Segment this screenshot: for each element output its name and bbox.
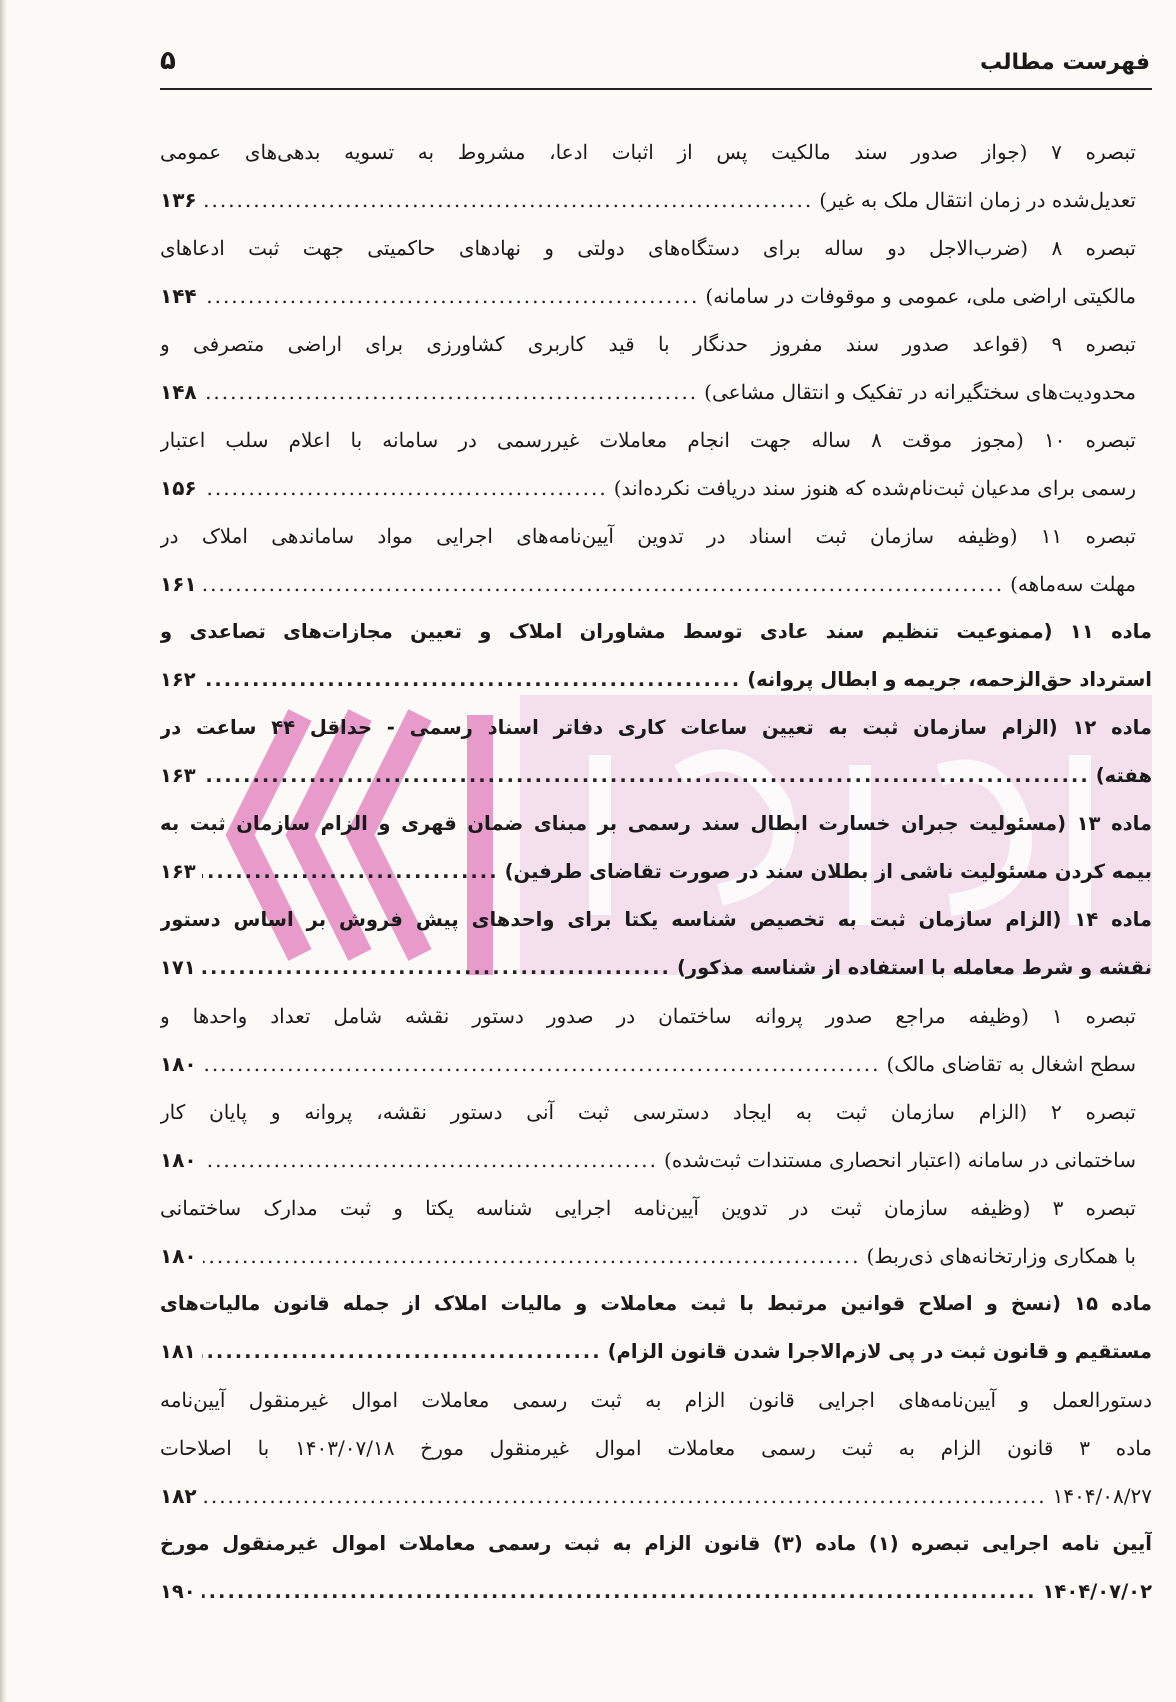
toc-line-last [160,1136,1152,1184]
toc-page-number: ۱۵۶ [160,476,197,500]
toc-entry-article [160,896,1152,992]
toc-line: ماده ۳ قانون الزام به ثبت رسمی معاملات اموال غیرمنقول مورخ ۱۴۰۳/۰۷/۱۸ با اصلاحات [160,1436,1152,1460]
toc-page-number: ۱۸۰ [160,1244,197,1268]
toc-text: ۱۴۰۴/۰۸/۲۷ [1052,1484,1152,1508]
toc-entry [160,512,1152,608]
toc-page-number: ۱۸۱ [160,1340,196,1363]
toc-line-last [160,464,1152,512]
toc-line-last [160,1232,1152,1280]
toc-page-number: ۱۷۱ [160,956,196,979]
table-of-contents [160,128,1152,1616]
toc-page-number: ۱۶۲ [160,668,196,691]
dot-leader [202,752,1090,800]
header-divider [160,88,1152,90]
toc-line: دستورالعمل و آیین‌نامه‌های اجرایی قانون الزام به ثبت رسمی معاملات اموال غیرمنقول آیین‌نامه [160,1388,1152,1412]
toc-line-last [160,1328,1152,1376]
dot-leader [202,1328,602,1376]
dot-leader [203,368,699,416]
toc-line-last [160,1472,1152,1520]
page-number: ۵ [160,46,176,76]
dot-leader [203,1232,861,1280]
toc-entry [160,320,1152,416]
toc-line-last [160,560,1152,608]
toc-entry [160,224,1152,320]
toc-line: تبصره ۳ (وظیفه سازمان ثبت در تدوین آیین‌نامه اجرایی شناسه یکتا و ثبت مدارک ساختمانی [160,1196,1136,1220]
dot-leader [203,560,1004,608]
scan-edge [0,0,8,1702]
toc-line: تبصره ۱۰ (مجوز موقت ۸ ساله جهت انجام معاملات غیررسمی در سامانه با اعلام سلب اعتبار [160,428,1137,452]
dot-leader [203,272,700,320]
toc-line: تبصره ۸ (ضرب‌الاجل دو ساله برای دستگاه‌های دولتی و نهادهای حاکمیتی جهت ثبت ادعاهای [160,236,1136,260]
toc-line-last [160,1040,1152,1088]
toc-entry-article [160,800,1152,896]
toc-line-last [160,944,1152,992]
toc-entry [160,1088,1152,1184]
dot-leader [202,848,499,896]
toc-entry [160,128,1152,224]
toc-line: تبصره ۷ (جواز صدور سند مالکیت پس از اثبات ادعا، مشروط به تسویه بدهی‌های عمومی [160,140,1136,164]
toc-line: ماده ۱۴ (الزام سازمان ثبت به تخصیص شناسه یکتا برای واحدهای پیش فروش بر اساس دستور [160,908,1152,931]
toc-page-number: ۱۸۰ [160,1052,197,1076]
dot-leader [203,176,814,224]
toc-line-last [160,176,1152,224]
toc-page-number: ۱۳۶ [160,188,197,212]
dot-leader [203,1040,881,1088]
toc-text: مستقیم و قانون ثبت در پی لازم‌الاجرا شدن قانون الزام) [607,1340,1152,1363]
dot-leader [203,1136,658,1184]
toc-line: تبصره ۱۱ (وظیفه سازمان ثبت اسناد در تدوین آیین‌نامه‌های اجرایی مواد ساماندهی املاک در [160,524,1136,548]
toc-text: بیمه کردن مسئولیت ناشی از بطلان سند در صورت تقاضای طرفین) [504,860,1152,883]
toc-text: ۱۴۰۴/۰۷/۰۲ [1042,1580,1152,1603]
toc-entry-regulation [160,1520,1152,1616]
toc-text: محدودیت‌های سختگیرانه در تفکیک و انتقال مشاعی) [704,380,1136,404]
toc-text: استرداد حق‌الزحمه، جریمه و ابطال پروانه) [747,668,1152,691]
toc-line-last [160,656,1152,704]
toc-page-number: ۱۶۳ [160,764,196,787]
toc-line-last [160,848,1152,896]
toc-entry-article [160,608,1152,704]
toc-line: آیین نامه اجرایی تبصره (۱) ماده (۳) قانون الزام به ثبت رسمی معاملات اموال غیرمنقول مورخ [160,1532,1152,1555]
toc-page-number: ۱۸۰ [160,1148,197,1172]
toc-line: ماده ۱۳ (مسئولیت جبران خسارت ابطال سند رسمی بر مبنای ضمان قهری و الزام سازمان ثبت به [160,812,1152,835]
toc-page-number: ۱۴۴ [160,284,197,308]
toc-line-last [160,272,1152,320]
toc-text: تعدیل‌شده در زمان انتقال ملک به غیر) [819,188,1136,212]
toc-entry-article [160,1280,1152,1376]
toc-entry-regulation [160,1376,1152,1520]
toc-entry-article [160,704,1152,800]
toc-line-last [160,752,1152,800]
toc-line: تبصره ۲ (الزام سازمان ثبت به ایجاد دسترسی ثبت آنی دستور نقشه، پروانه و پایان کار [160,1100,1136,1124]
toc-line: ماده ۱۲ (الزام سازمان ثبت به تعیین ساعات کاری دفاتر اسناد رسمی - حداقل ۴۴ ساعت در [160,716,1152,739]
toc-page-number: ۱۴۸ [160,380,197,404]
toc-page-number: ۱۸۲ [160,1484,197,1508]
header-title: فهرست مطالب [979,50,1150,75]
dot-leader [203,464,608,512]
toc-text: مالکیتی اراضی ملی، عمومی و موقوفات در سامانه) [705,284,1136,308]
toc-line-last [160,368,1152,416]
toc-page-number: ۱۶۱ [160,572,197,596]
toc-text: نقشه و شرط معامله با استفاده از شناسه مذکور) [676,956,1152,979]
toc-entry [160,416,1152,512]
toc-text: هفته) [1095,764,1152,787]
toc-line: ماده ۱۱ (ممنوعیت تنظیم سند عادی توسط مشاوران املاک و تعیین مجازات‌های تصاعدی و [160,620,1152,643]
toc-entry [160,992,1152,1088]
dot-leader [202,1568,1037,1616]
toc-page-number: ۱۹۰ [160,1580,196,1603]
toc-text: رسمی برای مدعیان ثبت‌نام‌شده که هنوز سند دریافت نکرده‌اند) [613,476,1136,500]
toc-text: مهلت سه‌ماهه) [1010,572,1136,596]
toc-entry [160,1184,1152,1280]
dot-leader [202,944,671,992]
toc-line: ماده ۱۵ (نسخ و اصلاح قوانین مرتبط با ثبت معاملات و مالیات املاک از جمله قانون مالیات‌های [160,1292,1152,1315]
page-header [160,40,1150,88]
toc-text: ساختمانی در سامانه (اعتبار انحصاری مستندات ثبت‌شده) [664,1148,1136,1172]
dot-leader [203,1472,1047,1520]
toc-line: تبصره ۹ (قواعد صدور سند مفروز حدنگار با قید کاربری کشاورزی برای اراضی متصرفی و [160,332,1136,356]
dot-leader [202,656,741,704]
toc-line: تبصره ۱ (وظیفه مراجع صدور پروانه ساختمان در صدور دستور نقشه شامل تعداد واحدها و [160,1004,1136,1028]
toc-line-last [160,1568,1152,1616]
toc-text: با همکاری وزارتخانه‌های ذی‌ربط) [866,1244,1136,1268]
toc-text: سطح اشغال به تقاضای مالک) [886,1052,1136,1076]
toc-page-number: ۱۶۳ [160,860,196,883]
